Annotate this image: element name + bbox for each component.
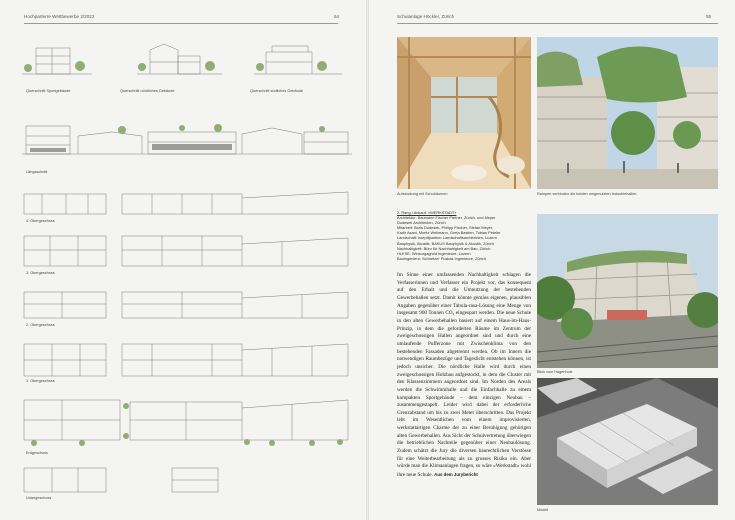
credits-line: Nachhaltigkeit: Büro für Nachhaltigkeit am Bau, Zürich [397,245,491,251]
jury-report-body: Im Sinne einer umfassenden Nachhaltigkeit schlagen die Verfasserinnen und Verfasser ein Projekt vor, das konsequent auf den Erhalt und die Umnutzung der bestehenden Gewerbehallen setzt. Damit könnte gemäss eigenen, plausiblen Angaben gegenüber einer Tabula-rasa-Lösung eine Menge von insgesamt 900 Tonnen CO₂ eingespart werden. Die neue Schule in den alten Gewerbehallen basiert auf einem Haus-im-Haus-Prinzip, in dem die geforderten Räume im Zentrum der zweigeschossigen Hallen angeordnet sind und durch eine umlaufende Pufferzone mit Zwischenklima von den bestehenden Fassaden abgetrennt werden. Ob im Innern die notwendigen Raumbezüge und Tageslicht entstehen können, ist jedoch unsicher. Die nördliche Halle wird durch einen zweigeschossigen Holzbau aufgestockt, in dem die Cluster mit den Klassenzimmern angeordnet sind. Im Norden des Areals werden die Schwimmhalle und die Einfachhalle zu einem kompakten Sportgebäude – dem einzigen Neubau – zusammengestapelt. Leider wird dabei der erforderliche Grenzabstand um bis zu zwei Meter überschritten. Das Projekt lebt im Wesentlichen vom einem improvisierten, werkstattartigen Charme der zu einer Beruhigung gehörigen alten Gewerbehallen. Aus Sicht der Schulvertretung überwiegen die betrieblichen Nachteile gegenüber einer Neubaulösung. Zudem schätzt die Jury die diversen baurechtlichen Verstösse für eine Weiterbearbeitung als zu grosses Risiko ein. Aber würde man die Klimaanlagen fragen, so wäre «Werkstadt» wohl ihre neue Schule. [397,272,531,479]
left-page-number: 54 [334,14,340,19]
caption-cross-section-gym: Querschnitt Sportgebäude [26,89,71,93]
hagenholz-view-photo [537,214,718,368]
credits-line: Bauphysik, Akustik: BAKUS Bauphysik & Akustik, Zürich [397,240,494,246]
floor-plan-2 [22,286,352,320]
credits-heading: 2. Rang / Ankauf: «WERKSTADT» [397,210,457,215]
caption-cross-section-north: Querschnitt nördliches Gebäude [120,89,175,93]
caption-floor-2: 2. Obergeschoss [26,323,55,327]
floor-plan-1 [22,340,352,378]
floor-plan-3 [22,230,352,268]
project-credits [397,210,531,261]
right-header-rule [397,23,718,24]
credits-line: Dudesek Architekten, Zürich [397,220,446,226]
credits-line: Architektur: Baumann Fischer Partner, Zürich, und Meyer [397,215,496,221]
cross-section-drawings [22,40,352,92]
ramps-photo [537,37,718,189]
caption-view-photo: Blick vom Hagenholz [537,370,573,374]
interior-photo [397,37,531,189]
model-photo [537,378,718,505]
credits-line: Mitarbeit: Boris Dudesek, Philipp Fischer, Stefan Meyer, [397,225,494,231]
caption-cross-section-south: Querschnitt südliches Gebäude [250,89,303,93]
caption-ramps-photo: Rampen verbinden die beiden umgenutzten Industriehallen. [537,192,638,196]
basement-plan [22,464,222,494]
right-page-number: 55 [706,14,712,19]
caption-floor-1: 1. Obergeschoss [26,379,55,383]
jury-report-source: Aus dem Jurybericht [434,472,478,478]
caption-basement: Untergeschoss [26,496,52,500]
credits-line: Bauingenieur: Schnetzer Puskas Ingenieure, Zürich [397,255,486,261]
left-running-title: Hochparterre Wettbewerbe 2/2022 [24,14,95,19]
caption-longitudinal-section: Längsschnitt [26,170,48,174]
credits-line: Landschaft: koepflipartner Landschaftsarchitekten, Luzern [397,235,497,241]
caption-ground-floor: Erdgeschoss [26,451,48,455]
right-running-title: Schulanlage Höckler, Zürich [397,14,455,19]
jury-report-text [397,272,531,480]
caption-model-photo: Modell [537,508,549,512]
floor-plan-4 [22,188,352,216]
caption-floor-4: 4. Obergeschoss [26,219,55,223]
credits-line: HLKSE: Winsurgagroid Ingenieure, Luzern [397,250,471,256]
caption-interior-photo: Aufstockung mit Schulräumen [397,192,448,196]
left-header-rule [24,23,338,24]
ground-floor-plan [22,396,352,446]
spread-gutter [366,0,369,520]
credits-line: Kadir Asani, Moritz Wellmann, Greta Bastien, Tobias Peteler [397,230,501,236]
caption-floor-3: 3. Obergeschoss [26,271,55,275]
longitudinal-section-drawing [22,118,352,166]
